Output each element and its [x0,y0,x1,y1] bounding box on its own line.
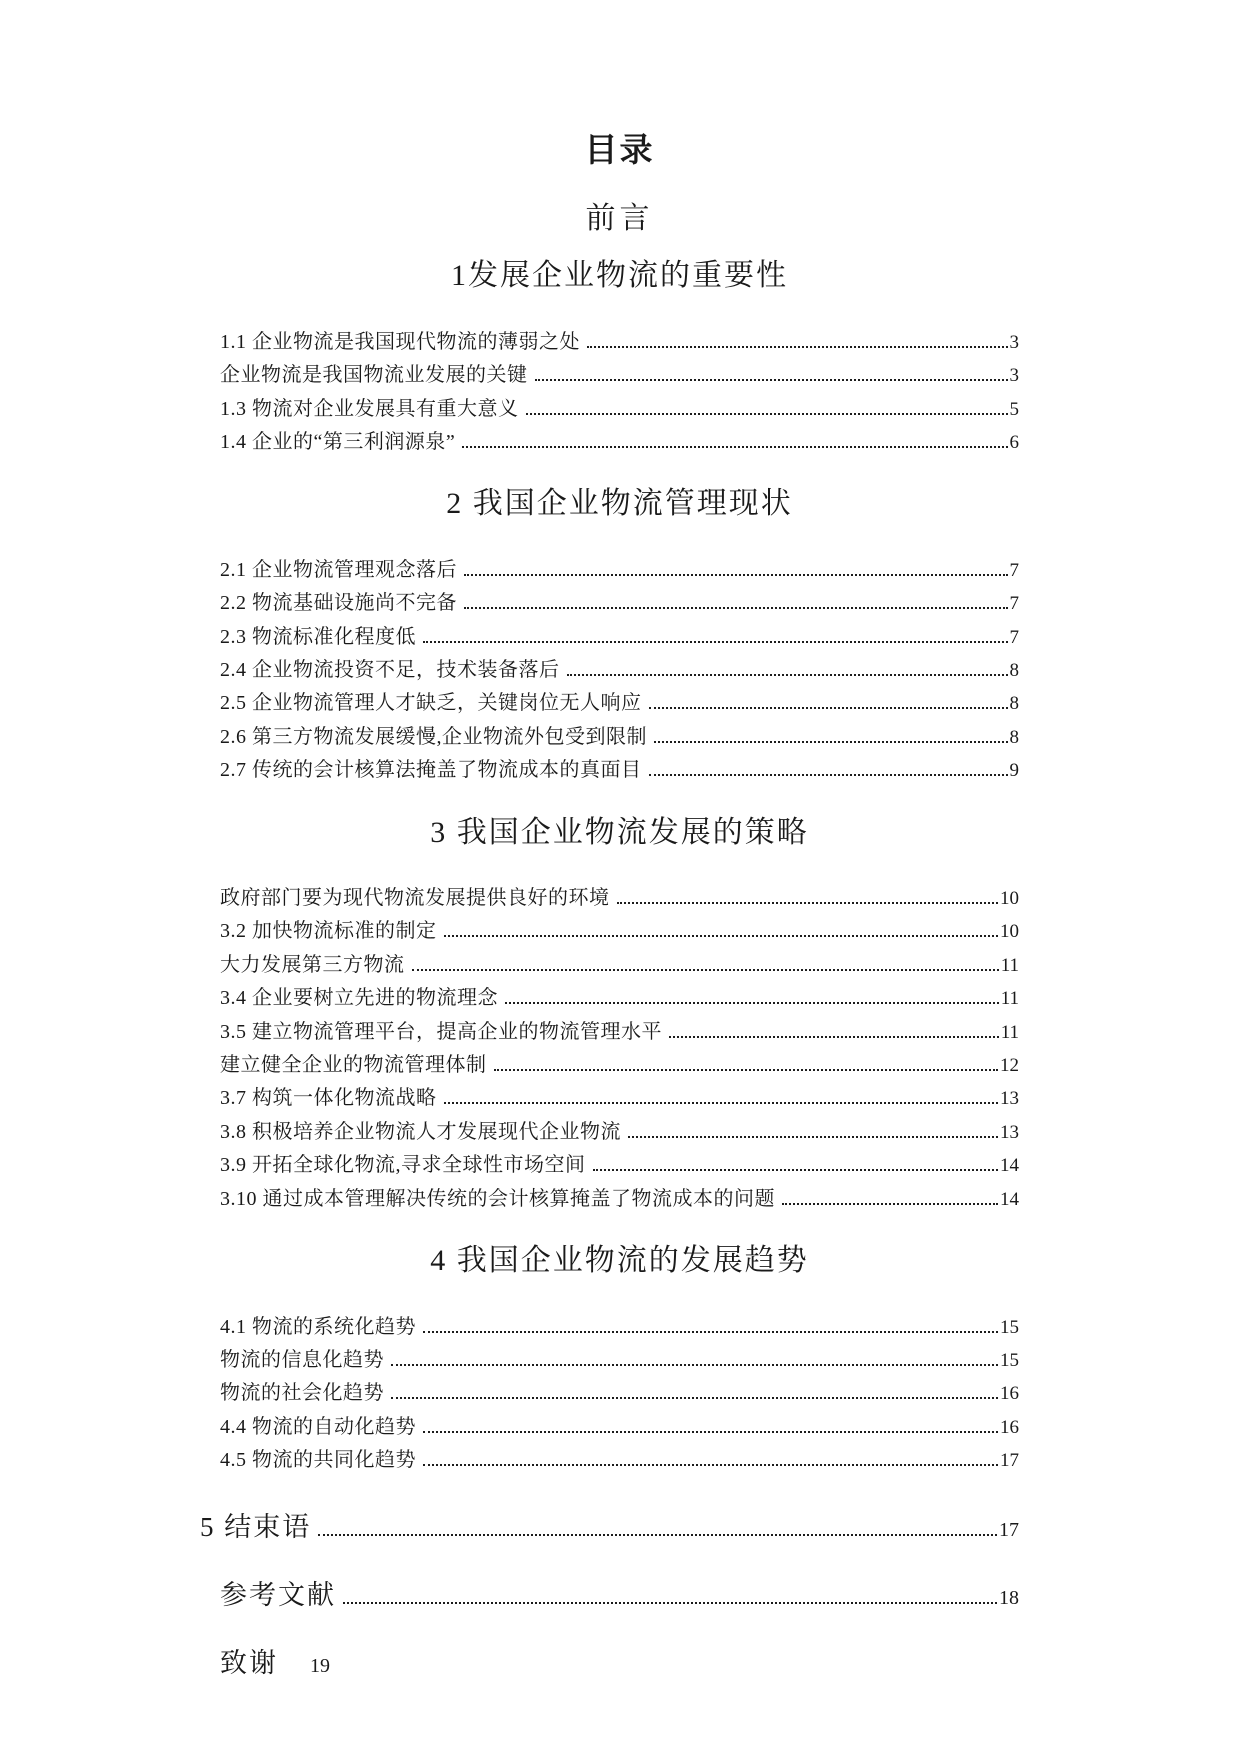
toc-entry[interactable] [220,921,1019,954]
dot-leader [343,1602,997,1604]
toc-entry[interactable] [220,1450,1019,1483]
toc-entry-page: 8 [1009,660,1019,682]
toc-entry-page: 11 [1000,1021,1019,1043]
toc-entry-page: 7 [1009,626,1019,648]
dot-leader [669,1036,999,1038]
toc-entry[interactable] [220,1055,1019,1088]
dot-leader [318,1534,997,1536]
toc-entry-references[interactable] [220,1581,1019,1611]
toc-section [220,487,1019,793]
dot-leader [587,346,1008,348]
toc-entry[interactable] [220,988,1019,1021]
toc-entry[interactable] [220,593,1019,626]
dot-leader [391,1364,998,1366]
toc-endmatter [200,1512,1019,1678]
dot-leader [567,674,1008,676]
toc-title: 目录 [584,131,655,168]
dot-leader [593,1169,999,1171]
dot-leader [464,607,1008,609]
dot-leader [535,379,1008,381]
toc-entry-acknowledgements[interactable] [220,1649,1019,1679]
toc-entry-page: 19 [310,1654,330,1677]
toc-section [220,816,1019,1222]
toc-entry-label: 3.2 加快物流标准的制定 [220,920,437,943]
toc-entry-page: 16 [1000,1416,1019,1438]
toc-entry-label: 2.4 企业物流投资不足，技术装备落后 [220,659,560,682]
toc-entry-label: 3.4 企业要树立先进的物流理念 [220,987,498,1010]
toc-entry-label: 建立健全企业的物流管理体制 [220,1054,487,1077]
toc-entry-label: 1.3 物流对企业发展具有重大意义 [220,397,519,420]
dot-leader [444,1102,999,1104]
toc-entry-label: 物流的社会化趋势 [220,1382,384,1405]
toc-entry[interactable] [220,1088,1019,1121]
toc-entry-label: 3.8 积极培养企业物流人才发展现代企业物流 [220,1120,621,1143]
dot-leader [494,1069,999,1071]
toc-entry-page: 15 [1000,1316,1019,1338]
toc-entry-page: 13 [1000,1088,1019,1110]
dot-leader [464,574,1008,576]
toc-entry[interactable] [220,332,1019,365]
toc-entry-page: 14 [1000,1188,1019,1210]
toc-entry[interactable] [220,1383,1019,1416]
toc-entry-page: 3 [1009,331,1019,353]
toc-entry-label: 5 结束语 [200,1512,312,1543]
toc-section [220,259,1019,465]
section-heading: 3 我国企业物流发展的策略 [430,815,809,849]
toc-entry-page: 11 [1000,988,1019,1010]
section-items [220,888,1019,1222]
toc-entry[interactable] [220,399,1019,432]
toc-entry-label: 1.1 企业物流是我国现代物流的薄弱之处 [220,330,580,353]
toc-entry-label: 3.5 建立物流管理平台，提高企业的物流管理水平 [220,1020,662,1043]
toc-entry[interactable] [220,1350,1019,1383]
toc-entry[interactable] [220,1155,1019,1188]
toc-entry-page: 17 [1000,1450,1019,1472]
toc-entry-label: 大力发展第三方物流 [220,953,405,976]
toc-entry-page: 16 [1000,1383,1019,1405]
toc-entry-page: 15 [1000,1349,1019,1371]
toc-entry-label: 企业物流是我国物流业发展的关键 [220,364,528,387]
dot-leader [391,1397,998,1399]
section-heading: 4 我国企业物流的发展趋势 [430,1244,809,1277]
dot-leader [423,641,1008,643]
dot-leader [617,902,999,904]
toc-entry[interactable] [220,1417,1019,1450]
toc-entry-label: 4.1 物流的系统化趋势 [220,1315,416,1338]
dot-leader [423,1431,998,1433]
toc-entry[interactable] [220,660,1019,693]
toc-entry-label: 物流的信息化趋势 [220,1348,384,1371]
toc-entry-label: 3.10 通过成本管理解决传统的会计核算掩盖了物流成本的问题 [220,1187,775,1210]
toc-entry-label: 2.1 企业物流管理观念落后 [220,558,457,581]
dot-leader [628,1136,998,1138]
dot-leader [423,1464,998,1466]
toc-entry-label: 2.2 物流基础设施尚不完备 [220,592,457,615]
toc-entry-page: 3 [1009,365,1019,387]
toc-entry[interactable] [220,1022,1019,1055]
section-heading: 2 我国企业物流管理现状 [446,487,793,521]
toc-entry-page: 6 [1009,431,1019,453]
toc-entry-page: 8 [1009,693,1019,715]
toc-entry-page: 9 [1009,760,1019,782]
toc-entry[interactable] [220,888,1019,921]
toc-entry[interactable] [220,1122,1019,1155]
dot-leader [649,707,1008,709]
toc-entry-page: 11 [1000,954,1019,976]
toc-entry[interactable] [220,1189,1019,1222]
toc-entry[interactable] [220,955,1019,988]
dot-leader [423,1331,998,1333]
toc-section [220,1244,1019,1483]
toc-entry-label: 2.5 企业物流管理人才缺乏，关键岗位无人响应 [220,692,642,715]
toc-entry[interactable] [220,432,1019,465]
toc-entry-page: 10 [1000,888,1019,910]
toc-entry-page: 7 [1009,559,1019,581]
section-items [220,1317,1019,1484]
toc-entry[interactable] [220,727,1019,760]
toc-entry-label: 致谢 [220,1647,278,1678]
toc-entry-label: 3.9 开拓全球化物流,寻求全球性市场空间 [220,1154,586,1177]
toc-sections [220,259,1019,1483]
toc-entry-label: 4.5 物流的共同化趋势 [220,1449,416,1472]
dot-leader [526,413,1008,415]
toc-entry-label: 2.6 第三方物流发展缓慢,企业物流外包受到限制 [220,725,647,748]
toc-entry-page: 14 [1000,1155,1019,1177]
toc-entry-label: 1.4 企业的“第三利润源泉” [220,430,456,453]
toc-entry[interactable] [220,760,1019,793]
toc-entry-conclusion[interactable] [200,1513,1019,1543]
toc-entry-page: 8 [1009,726,1019,748]
dot-leader [649,774,1008,776]
dot-leader [505,1002,999,1004]
toc-entry-page: 10 [1000,921,1019,943]
toc-entry[interactable] [220,693,1019,726]
section-items [220,560,1019,794]
dot-leader [444,935,999,937]
toc-entry-page: 7 [1009,593,1019,615]
toc-entry-page: 13 [1000,1121,1019,1143]
toc-entry-label: 4.4 物流的自动化趋势 [220,1415,416,1438]
toc-entry-label: 3.7 构筑一体化物流战略 [220,1087,437,1110]
dot-leader [462,446,1007,448]
section-items [220,332,1019,466]
toc-entry-page: 12 [1000,1055,1019,1077]
toc-entry[interactable] [220,1317,1019,1350]
toc-entry[interactable] [220,627,1019,660]
toc-entry-page: 18 [999,1587,1019,1610]
preface-heading: 前言 [585,202,654,236]
toc-entry-page: 17 [999,1519,1019,1542]
toc-entry-page: 5 [1009,398,1019,420]
dot-leader [412,969,999,971]
toc-entry[interactable] [220,365,1019,398]
toc-entry-label: 2.7 传统的会计核算法掩盖了物流成本的真面目 [220,759,642,782]
section-heading: 1发展企业物流的重要性 [451,259,788,293]
toc-entry[interactable] [220,560,1019,593]
dot-leader [782,1203,998,1205]
dot-leader [654,741,1008,743]
toc-entry-label: 2.3 物流标准化程度低 [220,625,416,648]
toc-entry-label: 政府部门要为现代物流发展提供良好的环境 [220,887,610,910]
toc-entry-label: 参考文献 [220,1580,336,1611]
